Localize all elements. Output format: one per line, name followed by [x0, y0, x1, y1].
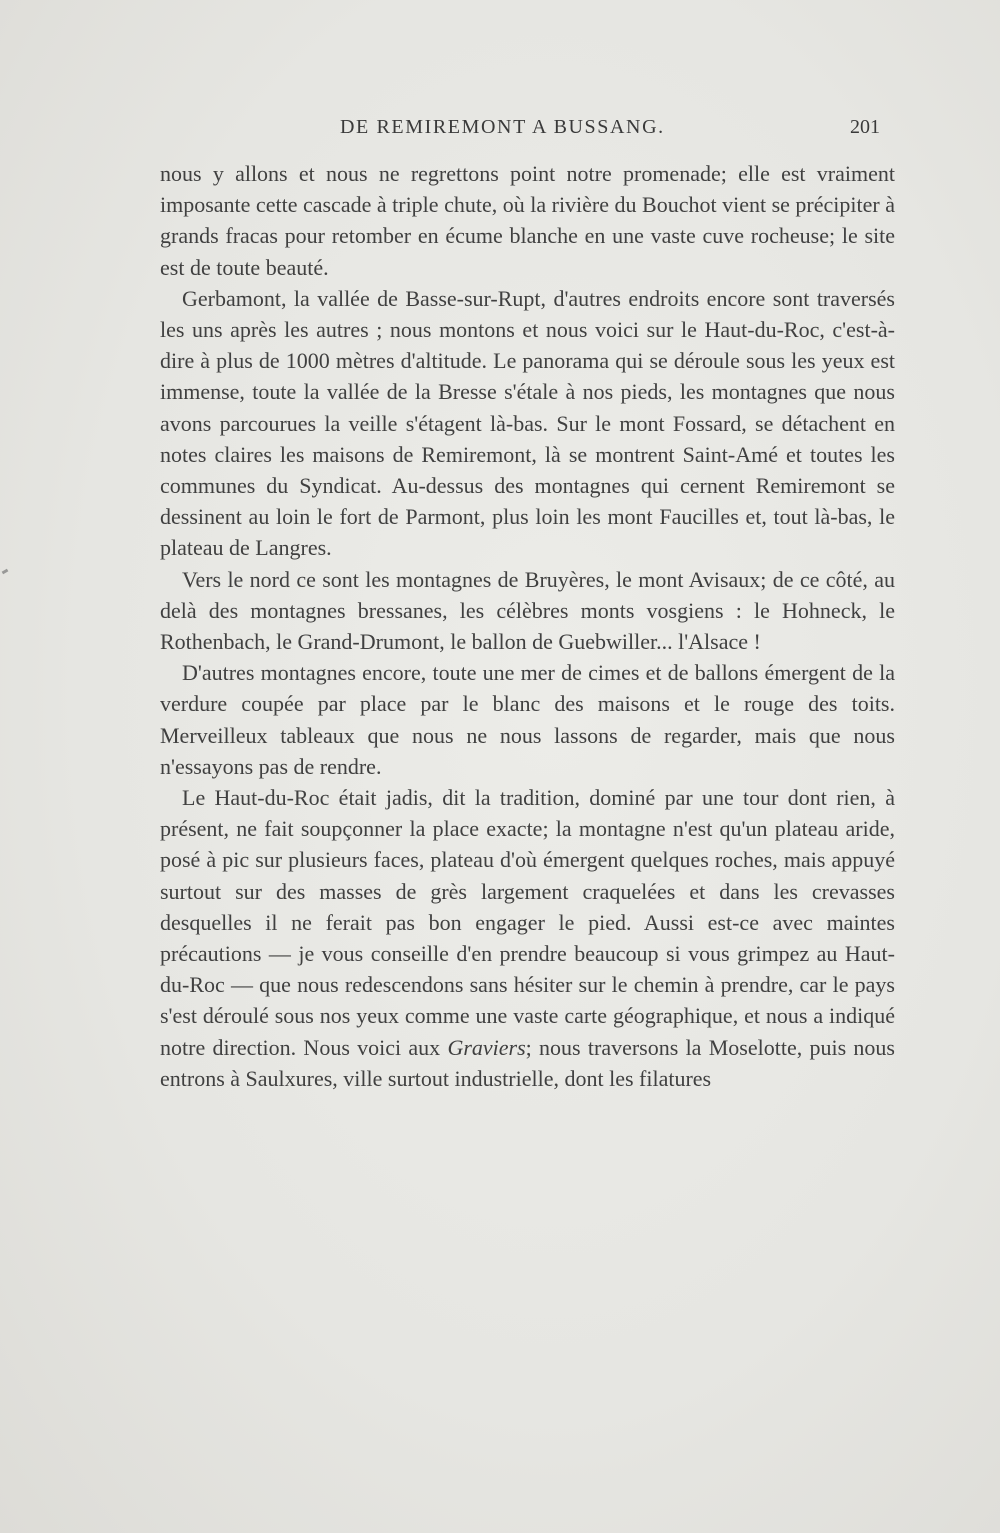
- body-text: [160, 158, 895, 1094]
- paragraph-1: [160, 158, 895, 283]
- margin-mark: [2, 569, 9, 575]
- paragraph-2-text: Gerbamont, la vallée de Basse-sur-Rupt, d'autres endroits encore sont traversés les uns après les autres ; nous montons et nous voici sur le Haut-du-Roc, c'est-à-dire à plus de 1000 mètres d'altitude. Le panorama qui se déroule sous les yeux est immense, toute la vallée de la Bresse s'étale à nos pieds, les montagnes que nous avons parcourues la veille s'étagent là-bas. Sur le mont Fossard, se détachent en notes claires les maisons de Remiremont, là se montrent Saint-Amé et toutes les communes du Syndicat. Au-dessus des montagnes qui cernent Remiremont se dessinent au loin le fort de Parmont, plus loin les mont Faucilles et, tout là-bas, le plateau de Langres.: [160, 285, 895, 561]
- paragraph-3: [160, 564, 895, 658]
- paragraph-5-text: Le Haut-du-Roc était jadis, dit la tradition, dominé par une tour dont rien, à présent, ne fait soupçonner la place exacte; la montagne n'est qu'un plateau aride, posé à pic sur plusieurs faces, plateau d'où émergent quelques roches, mais appuyé surtout sur des masses de grès largement craquelées et dans les crevasses desquelles il ne ferait pas bon engager le pied. Aussi est-ce avec maintes précautions — je vous conseille d'en prendre beaucoup si vous grimpez au Haut-du-Roc — que nous redescendons sans hésiter sur le chemin à prendre, car le pays s'est déroulé sous nos yeux comme une vaste carte géographique, et nous a indiqué notre direction. Nous voici aux: [160, 785, 895, 1060]
- paragraph-5: [160, 782, 895, 1094]
- paragraph-3-text: Vers le nord ce sont les montagnes de Bruyères, le mont Avisaux; de ce côté, au delà des montagnes bressanes, les célèbres monts vosgiens : le Hohneck, le Rothenbach, le Grand-Drumont, le ballon de Guebwiller... l'Alsace !: [160, 566, 895, 655]
- paragraph-2: [160, 283, 895, 564]
- paragraph-4-text: D'autres montagnes encore, toute une mer de cimes et de ballons émergent de la verdure coupée par place par le blanc des maisons et le rouge des toits. Merveilleux tableaux que nous ne nous lassons de regarder, mais que nous n'essayons pas de rendre.: [160, 660, 895, 779]
- running-head: [160, 116, 880, 146]
- running-title: DE REMIREMONT A BUSSANG.: [340, 116, 665, 138]
- paragraph-5-text-end: ; nous traversons la Moselotte, puis nous entrons à Saulxures, ville surtout industrielle, dont les filatures: [160, 1034, 895, 1091]
- place-name-italic: Graviers: [447, 1034, 526, 1060]
- paragraph-4: [160, 657, 895, 782]
- paragraph-1-text: nous y allons et nous ne regrettons point notre promenade; elle est vraiment imposante cette cascade à triple chute, où la rivière du Bouchot vient se précipiter à grands fracas pour retomber en écume blanche en une vaste cuve rocheuse; le site est de toute beauté.: [160, 161, 895, 280]
- page-number: 201: [850, 116, 880, 138]
